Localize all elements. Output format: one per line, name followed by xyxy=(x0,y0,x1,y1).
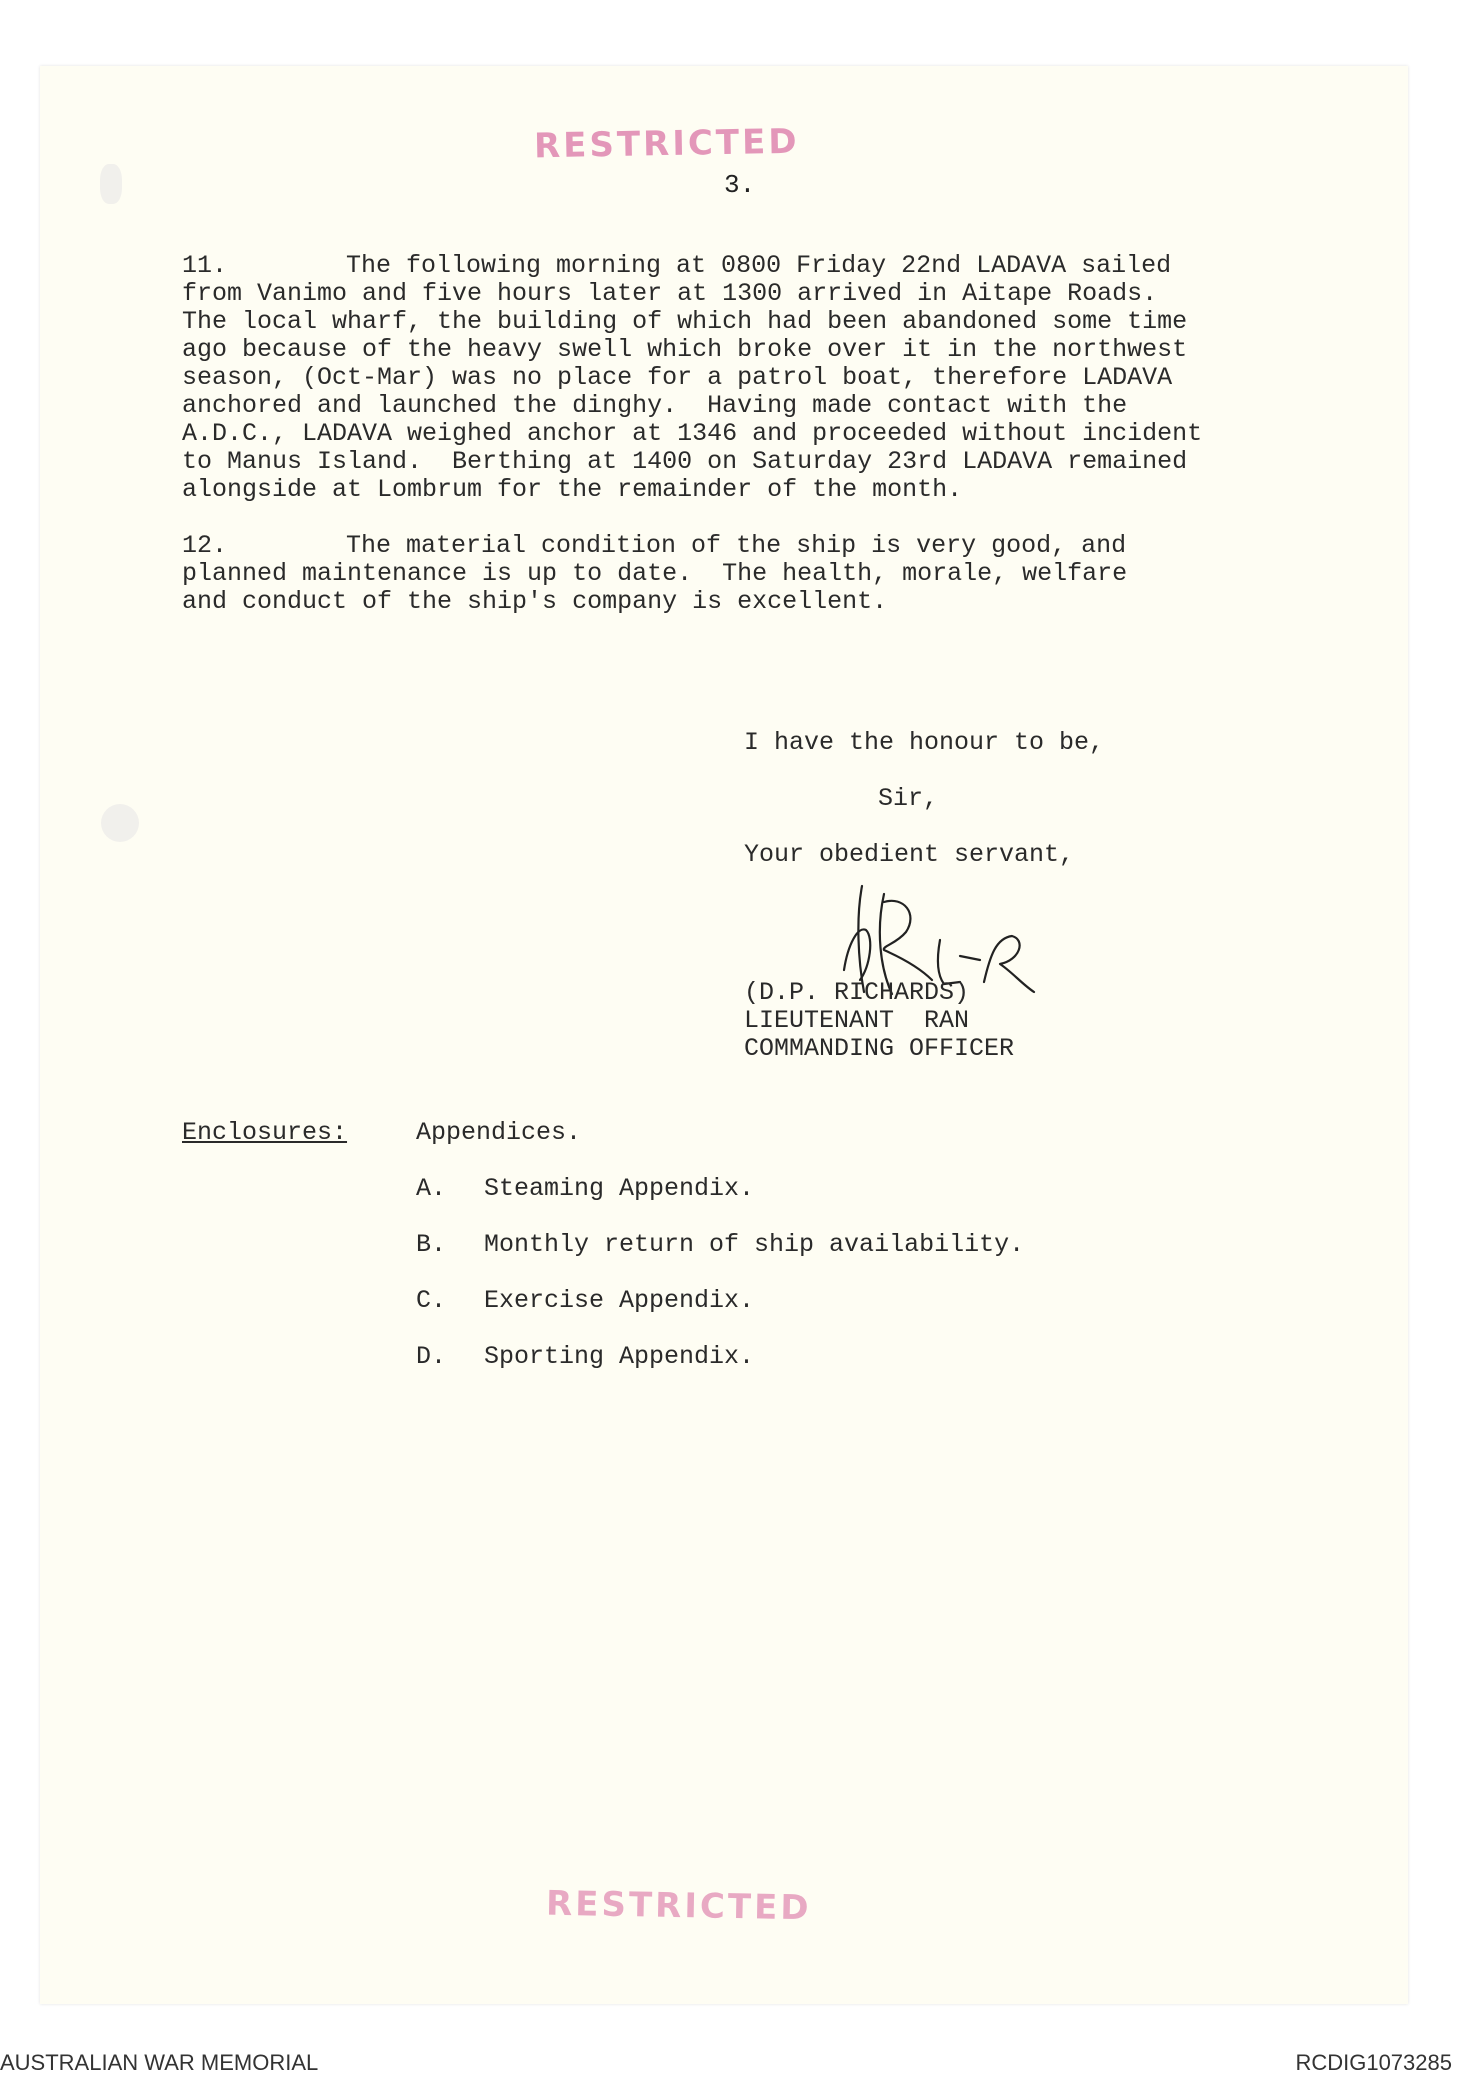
signatory-title: COMMANDING OFFICER xyxy=(744,1034,1015,1063)
paragraph-line: ago because of the heavy swell which broke over it in the northwest xyxy=(182,335,1188,364)
paragraph-number: 12. xyxy=(182,531,228,560)
closing-sir: Sir, xyxy=(878,784,939,813)
paragraph-line: season, (Oct-Mar) was no place for a patrol boat, therefore LADAVA xyxy=(182,363,1173,392)
punch-hole-mark xyxy=(100,164,122,204)
footer-source: AUSTRALIAN WAR MEMORIAL xyxy=(0,2050,319,2075)
closing-servant: Your obedient servant, xyxy=(744,840,1075,869)
restricted-stamp-bottom: RESTRICTED xyxy=(545,1883,812,1929)
enclosure-letter: A. xyxy=(416,1174,447,1203)
paragraph-line: The following morning at 0800 Friday 22nd LADAVA sailed xyxy=(346,251,1172,280)
restricted-stamp-top: RESTRICTED xyxy=(533,121,800,167)
enclosures-heading: Appendices. xyxy=(416,1118,582,1147)
page-number: 3. xyxy=(724,170,756,200)
signatory-rank: LIEUTENANT RAN xyxy=(744,1006,970,1035)
enclosure-item: Monthly return of ship availability. xyxy=(484,1230,1025,1259)
footer-record-id: RCDIG1073285 xyxy=(1295,2050,1452,2075)
enclosure-item: Steaming Appendix. xyxy=(484,1174,755,1203)
paragraph-line: The local wharf, the building of which had been abandoned some time xyxy=(182,307,1188,336)
paragraph-line: from Vanimo and five hours later at 1300 arrived in Aitape Roads. xyxy=(182,279,1158,308)
paragraph-line: to Manus Island. Berthing at 1400 on Saturday 23rd LADAVA remained xyxy=(182,447,1188,476)
enclosure-letter: D. xyxy=(416,1342,447,1371)
paragraph-line: alongside at Lombrum for the remainder of the month. xyxy=(182,475,963,504)
enclosure-letter: C. xyxy=(416,1286,447,1315)
paragraph-line: The material condition of the ship is very good, and xyxy=(346,531,1127,560)
enclosure-letter: B. xyxy=(416,1230,447,1259)
paragraph-number: 11. xyxy=(182,251,228,280)
paragraph-line: A.D.C., LADAVA weighed anchor at 1346 and proceeded without incident xyxy=(182,419,1203,448)
enclosures-label: Enclosures: xyxy=(182,1118,348,1147)
closing-honour: I have the honour to be, xyxy=(744,728,1105,757)
document-page xyxy=(40,66,1408,2004)
signatory-name: (D.P. RICHARDS) xyxy=(744,978,970,1007)
paragraph-line: and conduct of the ship's company is excellent. xyxy=(182,587,888,616)
enclosure-item: Sporting Appendix. xyxy=(484,1342,755,1371)
enclosure-item: Exercise Appendix. xyxy=(484,1286,755,1315)
punch-hole xyxy=(101,804,139,842)
paragraph-line: anchored and launched the dinghy. Having made contact with the xyxy=(182,391,1128,420)
paragraph-line: planned maintenance is up to date. The health, morale, welfare xyxy=(182,559,1128,588)
